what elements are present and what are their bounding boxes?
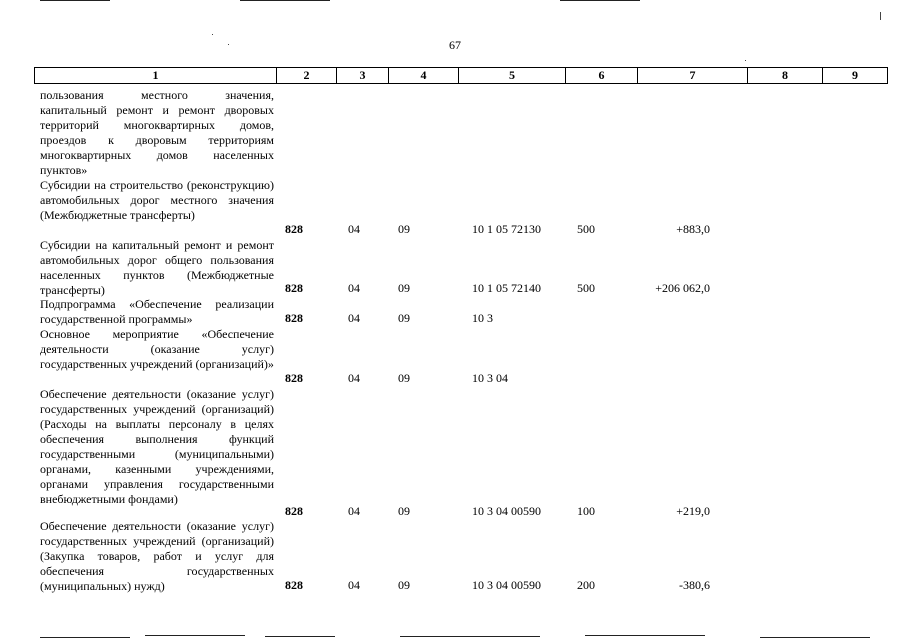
column-header-3: 3 (337, 68, 389, 84)
cell-target-article: 10 1 05 72140 (472, 281, 541, 295)
row-description: Обеспечение деятельности (оказание услуг) государственных учреждений (организаций) (Расходы на выплаты персоналу в целях обеспечения выполнения функций государственными (муниципальными) органами, казенными учреждениями, органами управления государственными внебюджетными фондами) (40, 387, 274, 506)
scan-artifact-line (400, 636, 540, 637)
cell-amount: -380,6 (679, 578, 710, 592)
column-header-9: 9 (823, 68, 888, 84)
column-header-8: 8 (748, 68, 823, 84)
cell-ministry-code: 828 (285, 281, 303, 295)
cell-subsection: 09 (398, 371, 410, 385)
cell-amount: +883,0 (676, 222, 710, 236)
row-description: Субсидии на капитальный ремонт и ремонт автомобильных дорог общего пользования населенных пунктов (Межбюджетные трансферты) (40, 238, 274, 297)
scan-artifact-line (760, 637, 870, 638)
page-number: 67 (449, 38, 461, 52)
cell-subsection: 09 (398, 311, 410, 325)
scan-artifact-line (585, 635, 705, 636)
cell-expense-type: 100 (577, 504, 595, 518)
cell-section: 04 (348, 281, 360, 295)
cell-target-article: 10 3 (472, 311, 493, 325)
continuation-text: пользования местного значения, капитальный ремонт и ремонт дворовых территорий многоквартирных домов, проездов к дворовым территориям многоквартирных домов населенных пунктов» (40, 88, 274, 177)
row-description: Подпрограмма «Обеспечение реализации государственной программы» (40, 297, 274, 326)
cell-amount: +219,0 (676, 504, 710, 518)
cell-subsection: 09 (398, 504, 410, 518)
column-header-7: 7 (638, 68, 748, 84)
cell-target-article: 10 3 04 00590 (472, 578, 541, 592)
cell-ministry-code: 828 (285, 371, 303, 385)
column-header-6: 6 (566, 68, 638, 84)
cell-amount: +206 062,0 (655, 281, 710, 295)
cell-ministry-code: 828 (285, 578, 303, 592)
cell-expense-type: 500 (577, 281, 595, 295)
cell-section: 04 (348, 371, 360, 385)
cell-subsection: 09 (398, 281, 410, 295)
column-header-5: 5 (459, 68, 566, 84)
cell-target-article: 10 1 05 72130 (472, 222, 541, 236)
column-header-4: 4 (389, 68, 459, 84)
cell-expense-type: 500 (577, 222, 595, 236)
scan-artifact-line (40, 637, 130, 638)
cell-ministry-code: 828 (285, 504, 303, 518)
cell-ministry-code: 828 (285, 311, 303, 325)
cell-section: 04 (348, 311, 360, 325)
column-header-1: 1 (35, 68, 277, 84)
cell-target-article: 10 3 04 00590 (472, 504, 541, 518)
row-description: Субсидии на строительство (реконструкцию) автомобильных дорог местного значения (Межбюджетные трансферты) (40, 178, 274, 222)
row-description: Обеспечение деятельности (оказание услуг) государственных учреждений (организаций) (Закупка товаров, работ и услуг для обеспечения государственных (муниципальных) нужд) (40, 519, 274, 593)
cell-subsection: 09 (398, 578, 410, 592)
cell-expense-type: 200 (577, 578, 595, 592)
scan-artifact-line (265, 636, 335, 637)
cell-target-article: 10 3 04 (472, 371, 508, 385)
scan-artifact-line (560, 0, 640, 1)
cell-section: 04 (348, 578, 360, 592)
column-header-table (34, 67, 888, 84)
scan-artifact-line (240, 0, 330, 1)
cell-subsection: 09 (398, 222, 410, 236)
scan-dot (745, 60, 746, 61)
cell-section: 04 (348, 222, 360, 236)
scan-dot (228, 44, 229, 45)
cell-section: 04 (348, 504, 360, 518)
column-header-2: 2 (277, 68, 337, 84)
scan-dot (212, 34, 213, 35)
scan-artifact-line (145, 635, 245, 636)
scan-artifact-line (40, 0, 110, 1)
scan-dot (880, 12, 881, 20)
cell-ministry-code: 828 (285, 222, 303, 236)
row-description: Основное мероприятие «Обеспечение деятельности (оказание услуг) государственных учреждений (организаций)» (40, 327, 274, 371)
